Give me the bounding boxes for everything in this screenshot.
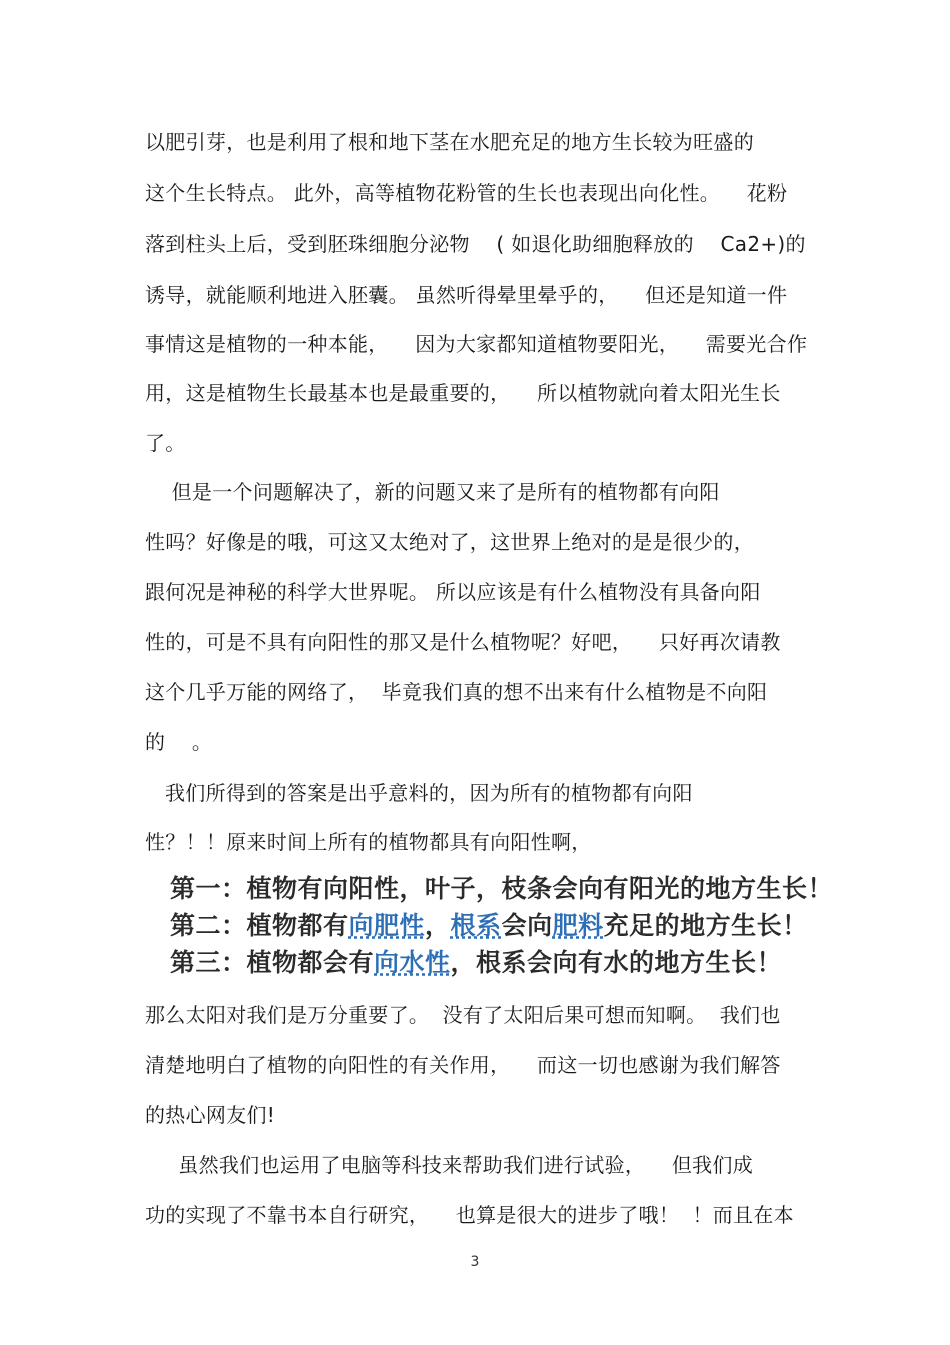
link-xiangfeixing[interactable]: 向肥性 <box>348 911 426 940</box>
note-text: 充足的地方生长！ <box>603 911 808 940</box>
note-text: 第三：植物都会有 <box>170 948 375 977</box>
paragraph-line: 用，这是植物生长最基本也是最重要的， 所以植物就向着太阳光生长 <box>145 381 781 405</box>
link-genxi[interactable]: 根系 <box>450 911 502 940</box>
paragraph-line: 那么太阳对我们是万分重要了。 没有了太阳后果可想而知啊。 我们也 <box>145 1003 781 1027</box>
paragraph-line: 跟何况是神秘的科学大世界呢。 所以应该是有什么植物没有具备向阳 <box>145 580 761 604</box>
paragraph-line: 性的，可是不具有向阳性的那又是什么植物呢？好吧， 只好再次请教 <box>145 630 781 654</box>
paragraph-line: 性？！！原来时间上所有的植物都具有向阳性啊， <box>145 830 592 854</box>
note-line-1: 第一：植物有向阳性，叶子，枝条会向有阳光的地方生长！ <box>170 874 834 903</box>
paragraph-line: 性吗？好像是的哦，可这又太绝对了，这世界上绝对的是是很少的， <box>145 530 754 554</box>
paragraph-line: 虽然我们也运用了电脑等科技来帮助我们进行试验， 但我们成 <box>145 1153 754 1177</box>
note-text: ，根系会向有水的地方生长！ <box>450 948 783 977</box>
paragraph-line: 的热心网友们! <box>145 1103 276 1127</box>
page-number: 3 <box>470 1254 480 1270</box>
paragraph-line: 落到柱头上后，受到胚珠细胞分泌物 ( 如退化助细胞释放的 Ca2+)的 <box>145 232 806 256</box>
paragraph-line: 事情这是植物的一种本能， 因为大家都知道植物要阳光， 需要光合作 <box>145 332 808 356</box>
paragraph-line: 我们所得到的答案是出乎意料的，因为所有的植物都有向阳 <box>145 781 693 805</box>
embedded-notes-image <box>170 872 834 984</box>
note-line-3 <box>170 948 782 978</box>
note-text: 会向 <box>501 911 553 940</box>
paragraph-line: 这个几乎万能的网络了， 毕竟我们真的想不出来有什么植物是不向阳 <box>145 680 768 704</box>
paragraph-line: 但是一个问题解决了，新的问题又来了是所有的植物都有向阳 <box>145 480 720 504</box>
paragraph-line: 功的实现了不靠书本自行研究， 也算是很大的进步了哦！ ！而且在本 <box>145 1203 794 1227</box>
link-xiangshuixing[interactable]: 向水性 <box>374 948 451 977</box>
paragraph-line: 这个生长特点。 此外，高等植物花粉管的生长也表现出向化性。 花粉 <box>145 181 788 205</box>
note-text: ， <box>425 911 451 940</box>
paragraph-line: 诱导，就能顺利地进入胚囊。 虽然听得晕里晕乎的， 但还是知道一件 <box>145 283 788 307</box>
paragraph-line: 了。 <box>145 431 186 455</box>
paragraph-line: 以肥引芽，也是利用了根和地下茎在水肥充足的地方生长较为旺盛的 <box>145 130 754 154</box>
note-line-2 <box>170 911 808 941</box>
link-feiliao[interactable]: 肥料 <box>552 911 604 940</box>
paragraph-line: 的 。 <box>145 730 213 754</box>
note-text: 第二：植物都有 <box>170 911 349 940</box>
paragraph-line: 清楚地明白了植物的向阳性的有关作用， 而这一切也感谢为我们解答 <box>145 1053 781 1077</box>
